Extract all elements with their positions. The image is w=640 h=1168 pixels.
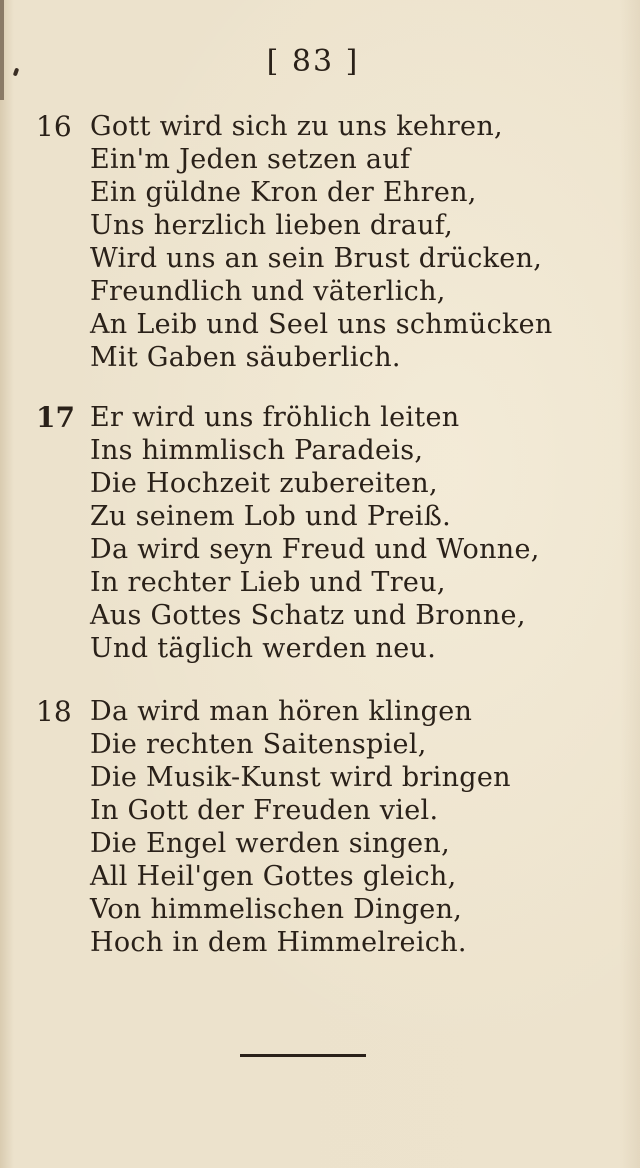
verse-line: Die rechten Saitenspiel,: [90, 729, 427, 760]
verse-line: Er wird uns fröhlich leiten: [90, 402, 460, 433]
verse-line: In rechter Lieb und Treu,: [90, 567, 446, 598]
page-number: [ 83 ]: [266, 44, 360, 79]
verse-line: Da wird seyn Freud und Wonne,: [90, 534, 540, 565]
verse-line: Da wird man hören klingen: [90, 696, 473, 727]
verse-line: Freundlich und väterlich,: [90, 276, 446, 307]
verse-line: Ein güldne Kron der Ehren,: [90, 177, 477, 208]
verse-line: An Leib und Seel uns schmücken: [90, 309, 553, 340]
verse-line: Die Hochzeit zubereiten,: [90, 468, 438, 499]
verse-line: All Heil'gen Gottes gleich,: [90, 861, 457, 892]
verse-line: Gott wird sich zu uns kehren,: [90, 111, 503, 142]
verse-line: In Gott der Freuden viel.: [90, 795, 439, 826]
verse-line: Ein'm Jeden setzen auf: [90, 144, 411, 175]
verse-line: Von himmelischen Dingen,: [90, 894, 463, 925]
verse-line: Mit Gaben säuberlich.: [90, 342, 401, 373]
verse-line: Die Musik-Kunst wird bringen: [90, 762, 511, 793]
verse-line: Und täglich werden neu.: [90, 633, 437, 664]
verse-number: 17: [36, 401, 75, 434]
verse-line: Hoch in dem Himmelreich.: [90, 927, 467, 958]
verse-line: Ins himmlisch Paradeis,: [90, 435, 424, 466]
verse-line: Wird uns an sein Brust drücken,: [90, 243, 543, 274]
verse-line: Uns herzlich lieben drauf,: [90, 210, 454, 241]
verse-line: Aus Gottes Schatz und Bronne,: [90, 600, 526, 631]
end-rule-divider: [240, 1054, 366, 1057]
verse-line: Die Engel werden singen,: [90, 828, 450, 859]
verse-number: 18: [36, 695, 72, 728]
verse-line: Zu seinem Lob und Preiß.: [90, 501, 451, 532]
verse-number: 16: [36, 110, 72, 143]
